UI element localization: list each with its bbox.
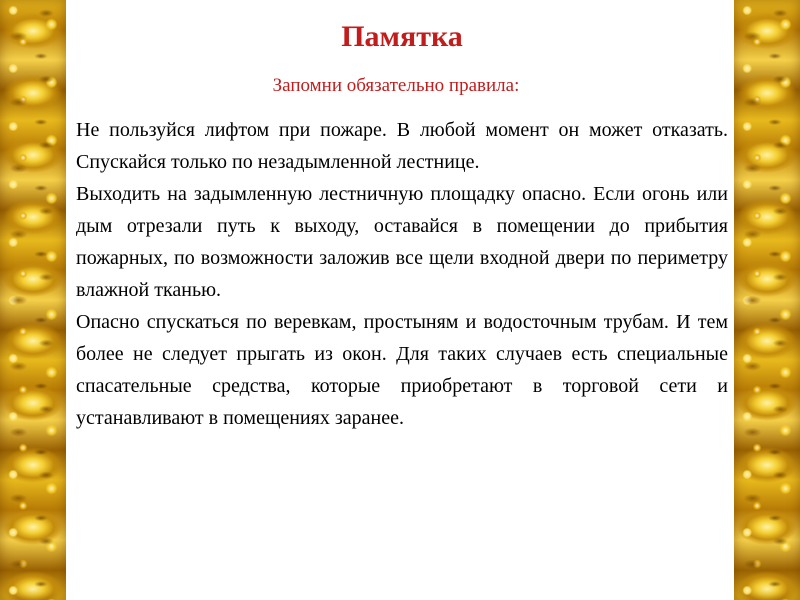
memo-content	[76, 0, 728, 600]
left-ornamental-border	[0, 0, 66, 600]
page-title: Памятка	[341, 20, 463, 53]
rule-paragraph-smoky-stairs: Выходить на задымленную лестничную площадку опасно. Если огонь или дым отрезали путь к выходу, оставайся в помещении до прибытия пожарных, по возможности заложив все щели входной двери по периметру влажной тканью.	[76, 183, 728, 301]
rule-paragraph-elevator: Не пользуйся лифтом при пожаре. В любой момент он может отказать. Спускайся только по незадымленной лестнице.	[76, 119, 728, 173]
rules-subtitle: Запомни обязательно правила:	[272, 75, 520, 96]
rule-paragraph-no-jumping: Опасно спускаться по веревкам, простыням и водосточным трубам. И тем более не следует прыгать из окон. Для таких случаев есть специальные спасательные средства, которые приобретают в торговой сети и устанавливают в помещениях заранее.	[76, 311, 728, 429]
right-ornamental-border	[734, 0, 800, 600]
safety-rules	[76, 114, 728, 434]
